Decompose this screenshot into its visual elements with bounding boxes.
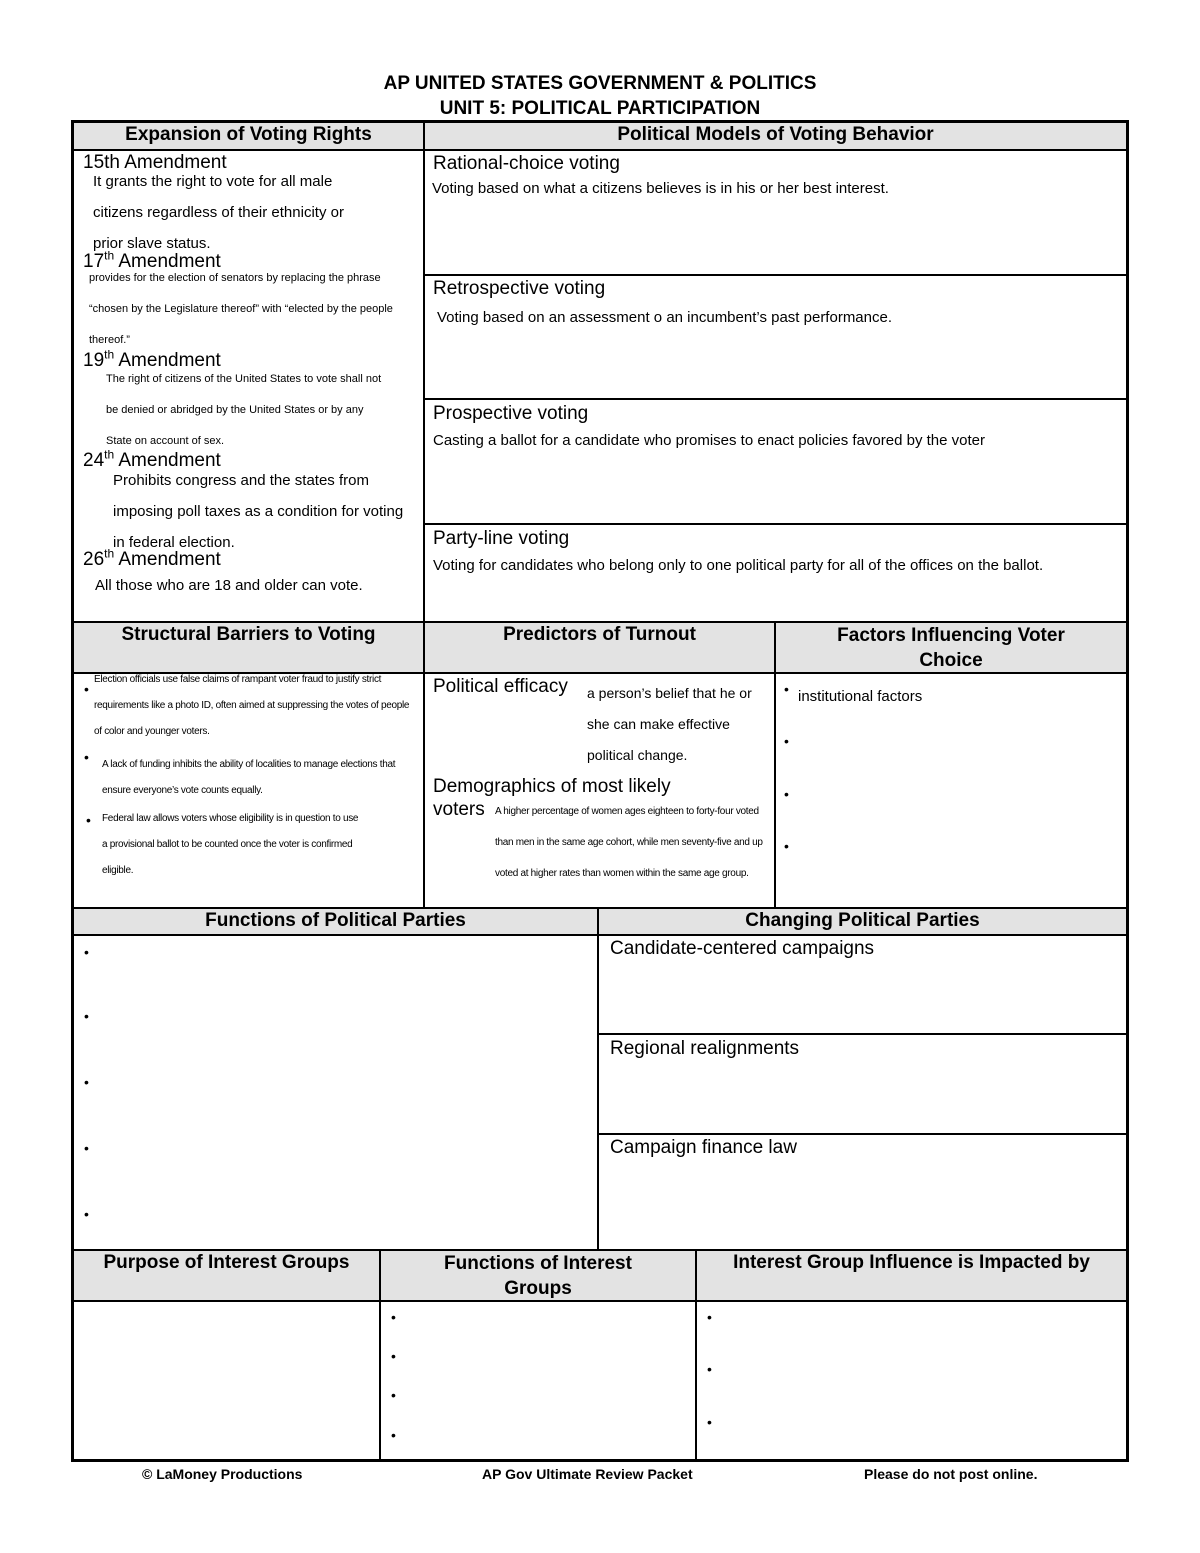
demographics-title: Demographics of most likely [433,776,671,797]
bullet: • [84,681,89,697]
amendment-title: 17th Amendment [83,248,221,272]
bullet: • [391,1387,396,1403]
divider [379,1251,381,1459]
footer-notice: Please do not post online. [864,1466,1038,1482]
bullet: • [784,786,789,802]
turnout-heading: Predictors of Turnout [425,623,774,672]
barrier-item: A lack of funding inhibits the ability of localities to manage elections that ensure everyone’s vote counts equally. [102,759,396,796]
amendment-title: 24th Amendment [83,447,221,471]
divider [423,623,425,908]
divider [423,123,425,623]
amendment-description: All those who are 18 and older can vote. [95,577,363,594]
divider [425,398,1126,400]
divider [695,1251,697,1459]
demographics-title: voters [433,799,485,820]
divider [425,274,1126,276]
amendment-description: It grants the right to vote for all male citizens regardless of their ethnicity or prior slave status. [93,173,344,252]
interest-functions-heading: Functions of Interest Groups [381,1251,695,1300]
expansion-heading: Expansion of Voting Rights [74,123,423,150]
bullet: • [707,1361,712,1377]
bullet: • [391,1309,396,1325]
interest-purpose-heading: Purpose of Interest Groups [74,1251,379,1300]
barriers-heading: Structural Barriers to Voting [74,623,423,672]
model-description: Voting for candidates who belong only to one political party for all of the offices on the ballot. [433,557,1044,574]
demographics-description: A higher percentage of women ages eighteen to forty-four voted than men in the same age cohort, while men seventy-five and up voted at higher rates than women within the same age group. [495,806,763,879]
model-title: Prospective voting [433,403,589,424]
bullet: • [84,944,89,960]
amendment-title: 15th Amendment [83,152,227,173]
model-description: Voting based on what a citizens believes is in his or her best interest. [432,180,889,197]
document-title: AP UNITED STATES GOVERNMENT & POLITICS [383,73,817,94]
footer-copyright: © LaMoney Productions [142,1466,303,1482]
model-title: Retrospective voting [433,278,606,299]
barrier-item: Federal law allows voters whose eligibility is in question to use a provisional ballot to be counted once the voter is confirmed eligible. [102,813,359,876]
footer-packet-name: AP Gov Ultimate Review Packet [482,1466,693,1482]
party-functions-heading: Functions of Political Parties [74,909,597,934]
bullet: • [84,1206,89,1222]
bullet: • [707,1414,712,1430]
unit-title: UNIT 5: POLITICAL PARTICIPATION [439,98,761,119]
amendment-description: Prohibits congress and the states from imposing poll taxes as a condition for voting in federal election. [113,472,404,551]
amendment-description: The right of citizens of the United States to vote shall not be denied or abridged by the United States or by any State on account of sex. [106,373,382,447]
divider [599,1133,1126,1135]
bullet: • [391,1427,396,1443]
changing-parties-item: Campaign finance law [610,1137,797,1158]
model-title: Party-line voting [433,528,570,549]
model-title: Rational-choice voting [433,153,620,174]
bullet: • [784,681,789,697]
factors-heading: Factors Influencing Voter Choice [776,623,1126,672]
divider [74,934,1126,936]
efficacy-description: a person’s belief that he or she can make effective political change. [587,685,752,763]
bullet: • [784,838,789,854]
interest-influence-heading: Interest Group Influence is Impacted by [697,1251,1126,1300]
bullet: • [84,749,89,765]
bullet: • [86,812,91,828]
bullet: • [707,1309,712,1325]
models-heading: Political Models of Voting Behavior [425,123,1126,150]
model-description: Casting a ballot for a candidate who promises to enact policies favored by the voter [433,432,985,449]
bullet: • [784,733,789,749]
bullet: • [84,1008,89,1024]
bullet: • [391,1348,396,1364]
changing-parties-item: Regional realignments [610,1038,800,1059]
divider [425,523,1126,525]
divider [597,909,599,1250]
amendment-description: provides for the election of senators by replacing the phrase “chosen by the Legislature thereof” with “elected by the people thereof.” [89,272,393,346]
bullet: • [84,1074,89,1090]
factor-item: institutional factors [798,688,923,705]
changing-parties-item: Candidate-centered campaigns [610,938,875,959]
divider [74,1300,1126,1302]
barrier-item: Election officials use false claims of rampant voter fraud to justify strict requirements like a photo ID, often aimed at suppressing the votes of people of color and younger voters. [94,674,410,737]
efficacy-title: Political efficacy [433,676,568,697]
divider [74,149,1126,151]
bullet: • [84,1140,89,1156]
amendment-title: 26th Amendment [83,546,221,570]
model-description: Voting based on an assessment o an incumbent’s past performance. [437,309,893,326]
changing-parties-heading: Changing Political Parties [599,909,1126,934]
amendment-title: 19th Amendment [83,347,221,371]
divider [599,1033,1126,1035]
